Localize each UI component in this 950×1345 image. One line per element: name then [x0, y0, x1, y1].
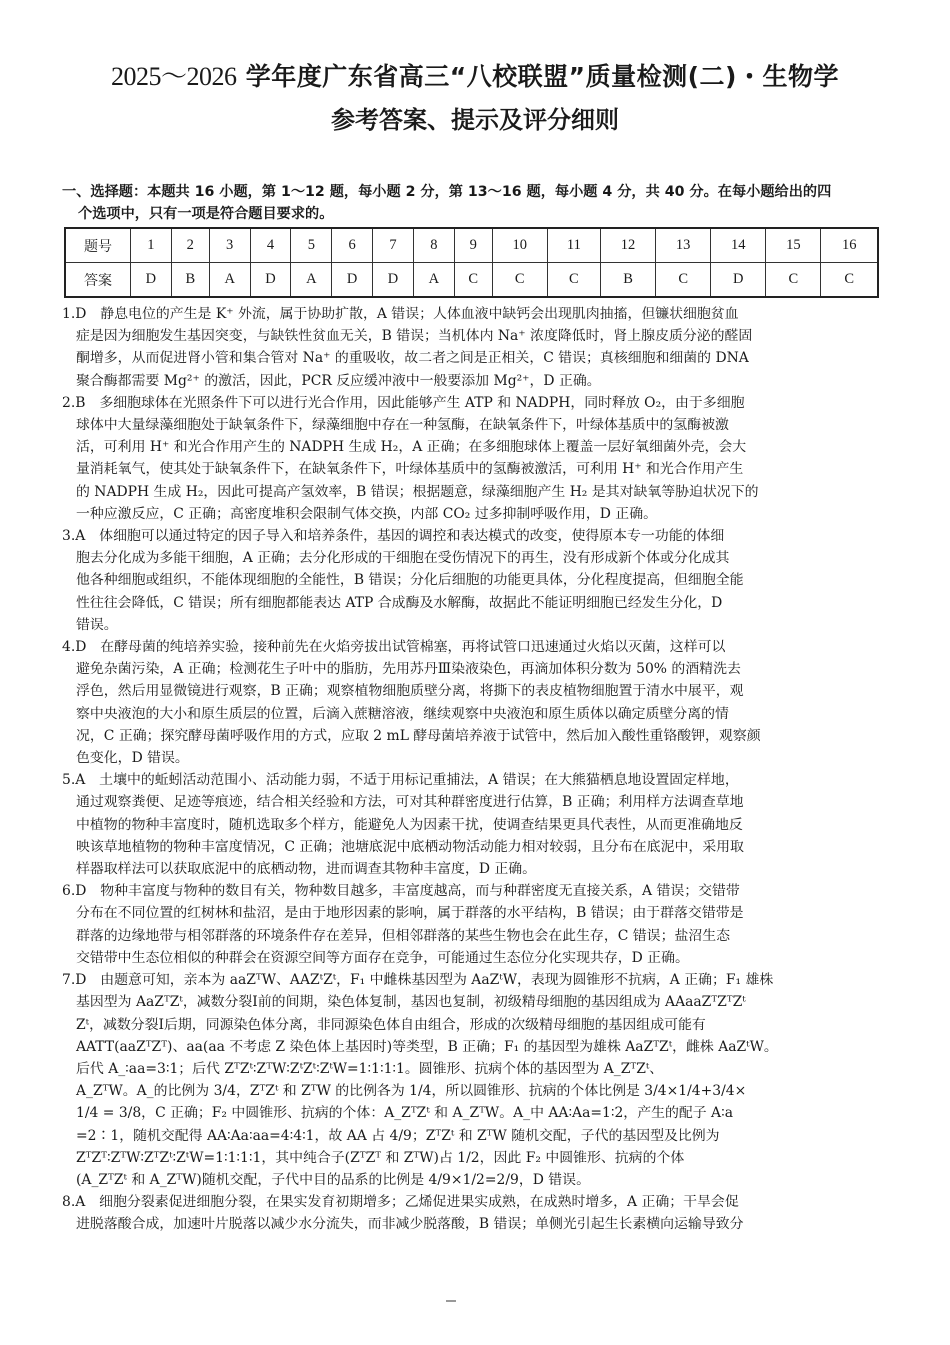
table-cell-number: 11 [547, 228, 600, 263]
explanation-line: Zᵗ，减数分裂Ⅰ后期，同源染色体分离，非同源染色体自由组合，形成的次级精母细胞的基因组成可能有 [76, 1016, 706, 1033]
explanation-line: 察中央液泡的大小和原生质层的位置，后滴入蔗糖溶液，继续观察中央液泡和原生质体以确定质壁分离的情 [76, 705, 729, 722]
answer-table-number-row [65, 228, 878, 263]
table-cell-number: 15 [766, 228, 821, 263]
table-cell-answer: A [291, 263, 332, 298]
explanation-6 [62, 880, 892, 969]
table-header-answer: 答案 [65, 263, 131, 298]
explanation-line: 7.D 由题意可知，亲本为 aaZᵀW、AAZᵗZᵗ，F₁ 中雌株基因型为 AaZᵗW，表现为圆锥形不抗病，A 正确；F₁ 雄株 [62, 972, 774, 989]
explanation-line: 映该草地植物的物种丰富度情况，C 正确；池塘底泥中底栖动物活动能力相对较弱，且分布在底泥中，采用取 [76, 838, 744, 855]
table-cell-number: 4 [250, 228, 291, 263]
explanation-line: 交错带中生态位相似的种群会在资源空间等方面存在竞争，可能通过生态位分化实现共存，D 正确。 [76, 949, 689, 966]
page-footer-mark [446, 1300, 456, 1302]
explanation-line: 8.A 细胞分裂素促进细胞分裂，在果实发育初期增多；乙烯促进果实成熟，在成熟时增多，A 正确；干旱会促 [62, 1194, 739, 1211]
explanation-line: 他各种细胞或组织，不能体现细胞的全能性，B 错误；分化后细胞的功能更具体，分化程度提高，但细胞全能 [76, 572, 744, 589]
explanation-line: 后代 A_∶aa=3∶1；后代 ZᵀZᵗ∶ZᵀW∶ZᵗZᵗ∶ZᵗW=1∶1∶1∶1。圆锥形、抗病个体的基因型为 A_ZᵀZᵗ、 [76, 1060, 664, 1077]
explanation-line: 群落的边缘地带与相邻群落的环境条件存在差异，但相邻群落的某些生物也会在此生存，C 错误；盐沼生态 [76, 927, 731, 944]
answer-table [64, 227, 879, 298]
explanation-7 [62, 969, 892, 1191]
table-cell-answer: C [766, 263, 821, 298]
table-cell-number: 6 [332, 228, 373, 263]
explanation-line: 活，可利用 H⁺ 和光合作用产生的 NADPH 生成 H₂，A 正确；在多细胞球体上覆盖一层好氧细菌外壳，会大 [76, 439, 747, 456]
table-cell-number: 16 [821, 228, 878, 263]
table-cell-number: 9 [454, 228, 492, 263]
title-text: 学年度广东省高三“八校联盟”质量检测(二)・生物学 [236, 62, 839, 91]
explanation-line: 色变化，D 错误。 [76, 750, 189, 767]
explanation-8 [62, 1191, 892, 1235]
table-cell-answer: C [454, 263, 492, 298]
explanation-line: 4.D 在酵母菌的纯培养实验，接种前先在火焰旁拔出试管棉塞，再将试管口迅速通过火焰以灭菌，这样可以 [62, 639, 726, 656]
table-cell-answer: D [131, 263, 172, 298]
explanation-line: 错误。 [76, 616, 118, 633]
table-header-number: 题号 [65, 228, 131, 263]
table-cell-answer: C [821, 263, 878, 298]
explanation-line: 一种应激反应，C 正确；高密度堆积会限制气体交换，内部 CO₂ 过多抑制呼吸作用，D 正确。 [76, 505, 657, 522]
table-cell-answer: A [413, 263, 454, 298]
section-heading-line-2: 个选项中，只有一项是符合题目要求的。 [78, 206, 334, 222]
table-cell-answer: A [209, 263, 250, 298]
table-cell-number: 7 [373, 228, 414, 263]
explanation-line: 基因型为 AaZᵀZᵗ，减数分裂Ⅰ前的间期，染色体复制，基因也复制，初级精母细胞的基因组成为 AAaaZᵀZᵀZᵗ [76, 994, 746, 1011]
explanation-line: 聚合酶都需要 Mg²⁺ 的激活，因此，PCR 反应缓冲液中一般要添加 Mg²⁺，D 正确。 [76, 372, 601, 389]
section-heading-line-1: 一、选择题：本题共 16 小题，第 1～12 题，每小题 2 分，第 13～16 题，每小题 4 分，共 40 分。在每小题给出的四 [62, 184, 832, 200]
explanation-line: 酮增多，从而促进肾小管和集合管对 Na⁺ 的重吸收，故二者之间是正相关，C 错误；真核细胞和细菌的 DNA [76, 350, 749, 367]
table-cell-answer: B [171, 263, 209, 298]
explanation-line: 6.D 物种丰富度与物种的数目有关，物种数目越多，丰富度越高，而与种群密度无直接关系，A 错误；交错带 [62, 883, 740, 900]
table-cell-answer: C [656, 263, 711, 298]
explanation-line: 避免杂菌污染，A 正确；检测花生子叶中的脂肪，先用苏丹Ⅲ染液染色，再滴加体积分数为 50% 的酒精洗去 [76, 661, 741, 678]
explanation-line: 3.A 体细胞可以通过特定的因子导入和培养条件，基因的调控和表达模式的改变，使得原本专一功能的体细 [62, 528, 725, 545]
explanation-line: A_ZᵀW。A_的比例为 3/4，ZᵀZᵗ 和 ZᵀW 的比例各为 1/4，所以圆锥形、抗病的个体比例是 3/4×1/4+3/4× [76, 1083, 747, 1100]
document-subtitle: 参考答案、提示及评分细则 [331, 106, 619, 134]
answer-table-answer-row [65, 263, 878, 298]
explanation-line: =2∶1，随机交配得 AA∶Aa∶aa=4∶4∶1，故 AA 占 4/9；ZᵀZᵗ 和 ZᵀW 随机交配，子代的基因型及比例为 [76, 1127, 720, 1144]
explanation-line: 的 NADPH 生成 H₂，因此可提高产氢效率，B 错误；根据题意，绿藻细胞产生 H₂ 是其对缺氧等胁迫状况下的 [76, 483, 759, 500]
table-cell-answer: D [250, 263, 291, 298]
explanation-2 [62, 392, 892, 525]
table-cell-number: 12 [601, 228, 656, 263]
explanation-line: ZᵀZᵀ∶ZᵀW∶ZᵀZᵗ∶ZᵗW=1∶1∶1∶1，其中纯合子(ZᵀZᵀ 和 ZᵀW)占 1/2，因此 F₂ 中圆锥形、抗病的个体 [76, 1149, 685, 1166]
explanation-line: 浮色，然后用显微镜进行观察，B 正确；观察植物细胞质壁分离，将撕下的表皮植物细胞置于清水中展平，观 [76, 683, 744, 700]
table-cell-number: 8 [413, 228, 454, 263]
explanation-line: 通过观察粪便、足迹等痕迹，结合相关经验和方法，可对其种群密度进行估算，B 正确；利用样方法调查草地 [76, 794, 744, 811]
explanation-4 [62, 636, 892, 769]
explanation-line: 量消耗氧气，使其处于缺氧条件下，在缺氧条件下，叶绿体基质中的氢酶被激活，可利用 H⁺ 和光合作用产生 [76, 461, 744, 478]
explanation-5 [62, 769, 892, 880]
explanation-line: 症是因为细胞发生基因突变，与缺铁性贫血无关，B 错误；当机体内 Na⁺ 浓度降低时，肾上腺皮质分泌的醛固 [76, 328, 753, 345]
table-cell-number: 10 [492, 228, 547, 263]
table-cell-number: 3 [209, 228, 250, 263]
explanations [62, 303, 892, 1236]
title-year: 2025～2026 [111, 62, 237, 91]
explanation-line: 5.A 土壤中的蚯蚓活动范围小、活动能力弱，不适于用标记重捕法，A 错误；在大熊猫栖息地设置固定样地， [62, 772, 739, 789]
table-cell-answer: D [373, 263, 414, 298]
table-cell-answer: C [492, 263, 547, 298]
table-cell-answer: D [332, 263, 373, 298]
explanation-line: 1.D 静息电位的产生是 K⁺ 外流，属于协助扩散，A 错误；人体血液中缺钙会出现肌肉抽搐，但镰状细胞贫血 [62, 306, 739, 322]
table-cell-number: 5 [291, 228, 332, 263]
table-cell-number: 14 [711, 228, 766, 263]
document-title [0, 56, 950, 93]
table-cell-number: 13 [656, 228, 711, 263]
explanation-1 [62, 303, 892, 392]
explanation-line: 样器取样法可以获取底泥中的底栖动物，进而调查其物种丰富度，D 正确。 [76, 861, 537, 878]
table-cell-number: 1 [131, 228, 172, 263]
explanation-line: (A_ZᵀZᵗ 和 A_ZᵀW)随机交配，子代中目的品系的比例是 4/9×1/2=2/9，D 错误。 [76, 1171, 590, 1188]
explanation-line: 进脱落酸合成，加速叶片脱落以减少水分流失，而非减少脱落酸，B 错误；单侧光引起生长素横向运输导致分 [76, 1216, 744, 1233]
explanation-3 [62, 525, 892, 636]
explanation-line: 况，C 正确；探究酵母菌呼吸作用的方式，应取 2 mL 酵母菌培养液于试管中，然后加入酸性重铬酸钾，观察颜 [76, 727, 761, 744]
explanation-line: 分布在不同位置的红树林和盐沼，是由于地形因素的影响，属于群落的水平结构，B 错误；由于群落交错带是 [76, 905, 744, 922]
table-cell-answer: D [711, 263, 766, 298]
explanation-line: 球体中大量绿藻细胞处于缺氧条件下，绿藻细胞中存在一种氢酶，在缺氧条件下，叶绿体基质中的氢酶被激 [76, 417, 729, 434]
table-cell-number: 2 [171, 228, 209, 263]
explanation-line: 性往往会降低，C 错误；所有细胞都能表达 ATP 合成酶及水解酶，故据此不能证明细胞已经发生分化，D [76, 594, 723, 611]
table-cell-answer: C [547, 263, 600, 298]
explanation-line: 中植物的物种丰富度时，随机选取多个样方，能避免人为因素干扰，使调查结果更具代表性，从而更准确地反 [76, 816, 743, 833]
section-heading [62, 181, 892, 225]
explanation-line: AATT(aaZᵀZᵀ)、aa(aa 不考虑 Z 染色体上基因时)等类型，B 正确；F₁ 的基因型为雄株 AaZᵀZᵗ，雌株 AaZᵗW。 [76, 1038, 778, 1055]
explanation-line: 1/4 = 3/8，C 正确；F₂ 中圆锥形、抗病的个体：A_ZᵀZᵗ 和 A_ZᵀW。A_中 AA∶Aa=1∶2，产生的配子 A∶a [76, 1105, 733, 1122]
explanation-line: 胞去分化成为多能干细胞，A 正确；去分化形成的干细胞在受伤情况下的再生，没有形成新个体或分化成其 [76, 550, 730, 567]
explanation-line: 2.B 多细胞球体在光照条件下可以进行光合作用，因此能够产生 ATP 和 NADPH，同时释放 O₂，由于多细胞 [62, 394, 745, 411]
table-cell-answer: B [601, 263, 656, 298]
